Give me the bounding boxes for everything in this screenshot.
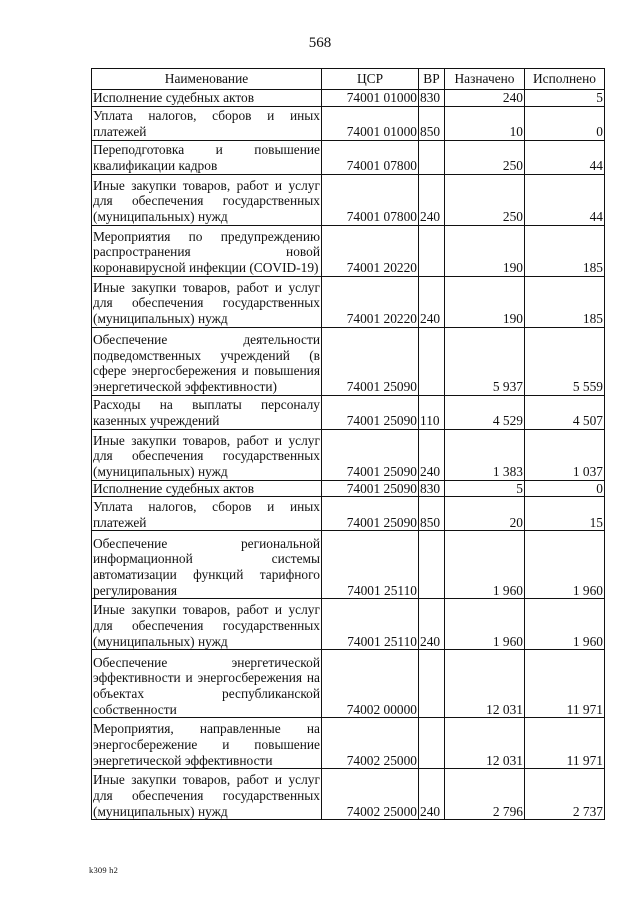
cell-executed: 0 — [525, 480, 605, 497]
cell-assigned: 240 — [445, 90, 525, 107]
cell-name: Исполнение судебных актов — [92, 90, 322, 107]
table-row — [92, 106, 605, 140]
cell-csr: 74001 20220 — [322, 225, 419, 276]
table-row — [92, 225, 605, 276]
cell-assigned: 20 — [445, 497, 525, 531]
header-vr: ВР — [419, 69, 445, 90]
cell-name: Иные закупки товаров, работ и услуг для обеспечения государственных (муниципальных) нужд — [92, 276, 322, 327]
cell-vr: 240 — [419, 174, 445, 225]
cell-vr: 240 — [419, 599, 445, 650]
cell-name: Иные закупки товаров, работ и услуг для обеспечения государственных (муниципальных) нужд — [92, 174, 322, 225]
cell-vr: 830 — [419, 90, 445, 107]
table-row — [92, 599, 605, 650]
cell-assigned: 12 031 — [445, 718, 525, 769]
cell-csr: 74001 25090 — [322, 480, 419, 497]
cell-csr: 74001 01000 — [322, 106, 419, 140]
page-number: 568 — [308, 35, 332, 51]
cell-csr: 74002 25000 — [322, 718, 419, 769]
table-row — [92, 497, 605, 531]
cell-name: Исполнение судебных актов — [92, 480, 322, 497]
cell-vr — [419, 225, 445, 276]
table-row — [92, 140, 605, 174]
table-row — [92, 429, 605, 480]
cell-vr — [419, 140, 445, 174]
cell-csr: 74001 20220 — [322, 276, 419, 327]
cell-executed: 185 — [525, 225, 605, 276]
cell-executed: 44 — [525, 140, 605, 174]
table-row — [92, 174, 605, 225]
table-row — [92, 718, 605, 769]
cell-assigned: 190 — [445, 225, 525, 276]
header-executed: Исполнено — [525, 69, 605, 90]
cell-assigned: 1 960 — [445, 599, 525, 650]
table-row — [92, 327, 605, 395]
header-csr: ЦСР — [322, 69, 419, 90]
cell-executed: 15 — [525, 497, 605, 531]
cell-executed: 185 — [525, 276, 605, 327]
cell-csr: 74002 00000 — [322, 650, 419, 718]
table-header-row — [92, 69, 605, 90]
cell-executed: 44 — [525, 174, 605, 225]
cell-assigned: 12 031 — [445, 650, 525, 718]
cell-vr: 850 — [419, 106, 445, 140]
footer-code: k309 h2 — [89, 865, 119, 875]
cell-name: Мероприятия, направленные на энергосбережение и повышение энергетической эффективности — [92, 718, 322, 769]
cell-vr — [419, 327, 445, 395]
cell-name: Уплата налогов, сборов и иных платежей — [92, 106, 322, 140]
cell-assigned: 1 960 — [445, 531, 525, 599]
table-row — [92, 769, 605, 820]
table-row — [92, 650, 605, 718]
table-row — [92, 531, 605, 599]
cell-assigned: 1 383 — [445, 429, 525, 480]
cell-executed: 2 737 — [525, 769, 605, 820]
cell-name: Расходы на выплаты персоналу казенных учреждений — [92, 395, 322, 429]
cell-vr: 240 — [419, 276, 445, 327]
cell-csr: 74001 07800 — [322, 174, 419, 225]
cell-name: Иные закупки товаров, работ и услуг для обеспечения государственных (муниципальных) нужд — [92, 599, 322, 650]
cell-executed: 0 — [525, 106, 605, 140]
cell-executed: 5 — [525, 90, 605, 107]
cell-executed: 11 971 — [525, 650, 605, 718]
cell-vr: 850 — [419, 497, 445, 531]
cell-name: Уплата налогов, сборов и иных платежей — [92, 497, 322, 531]
cell-name: Обеспечение энергетической эффективности и энергосбережения на объектах республиканской собственности — [92, 650, 322, 718]
cell-assigned: 4 529 — [445, 395, 525, 429]
cell-executed: 11 971 — [525, 718, 605, 769]
cell-csr: 74001 07800 — [322, 140, 419, 174]
cell-name: Обеспечение деятельности подведомственных учреждений (в сфере энергосбережения и повышения энергетической эффективности) — [92, 327, 322, 395]
cell-name: Мероприятия по предупреждению распространения новой коронавирусной инфекции (COVID-19) — [92, 225, 322, 276]
cell-executed: 4 507 — [525, 395, 605, 429]
cell-assigned: 190 — [445, 276, 525, 327]
cell-vr — [419, 650, 445, 718]
header-name: Наименование — [92, 69, 322, 90]
cell-name: Обеспечение региональной информационной системы автоматизации функций тарифного регулирования — [92, 531, 322, 599]
cell-vr — [419, 531, 445, 599]
table-row — [92, 276, 605, 327]
table-row — [92, 395, 605, 429]
table-row — [92, 90, 605, 107]
cell-name: Переподготовка и повышение квалификации кадров — [92, 140, 322, 174]
cell-executed: 1 960 — [525, 599, 605, 650]
cell-assigned: 5 937 — [445, 327, 525, 395]
cell-vr: 240 — [419, 429, 445, 480]
cell-csr: 74001 25090 — [322, 429, 419, 480]
cell-executed: 5 559 — [525, 327, 605, 395]
cell-executed: 1 037 — [525, 429, 605, 480]
cell-vr — [419, 718, 445, 769]
cell-assigned: 250 — [445, 140, 525, 174]
cell-vr: 240 — [419, 769, 445, 820]
table-row — [92, 480, 605, 497]
budget-table — [91, 68, 605, 820]
cell-csr: 74001 01000 — [322, 90, 419, 107]
header-assigned: Назначено — [445, 69, 525, 90]
cell-assigned: 2 796 — [445, 769, 525, 820]
cell-csr: 74001 25110 — [322, 599, 419, 650]
cell-csr: 74001 25090 — [322, 327, 419, 395]
cell-csr: 74001 25090 — [322, 497, 419, 531]
cell-assigned: 250 — [445, 174, 525, 225]
cell-csr: 74002 25000 — [322, 769, 419, 820]
cell-vr: 830 — [419, 480, 445, 497]
cell-csr: 74001 25090 — [322, 395, 419, 429]
cell-csr: 74001 25110 — [322, 531, 419, 599]
cell-vr: 110 — [419, 395, 445, 429]
cell-name: Иные закупки товаров, работ и услуг для обеспечения государственных (муниципальных) нужд — [92, 429, 322, 480]
cell-assigned: 10 — [445, 106, 525, 140]
table-body — [92, 90, 605, 820]
cell-executed: 1 960 — [525, 531, 605, 599]
cell-assigned: 5 — [445, 480, 525, 497]
cell-name: Иные закупки товаров, работ и услуг для обеспечения государственных (муниципальных) нужд — [92, 769, 322, 820]
